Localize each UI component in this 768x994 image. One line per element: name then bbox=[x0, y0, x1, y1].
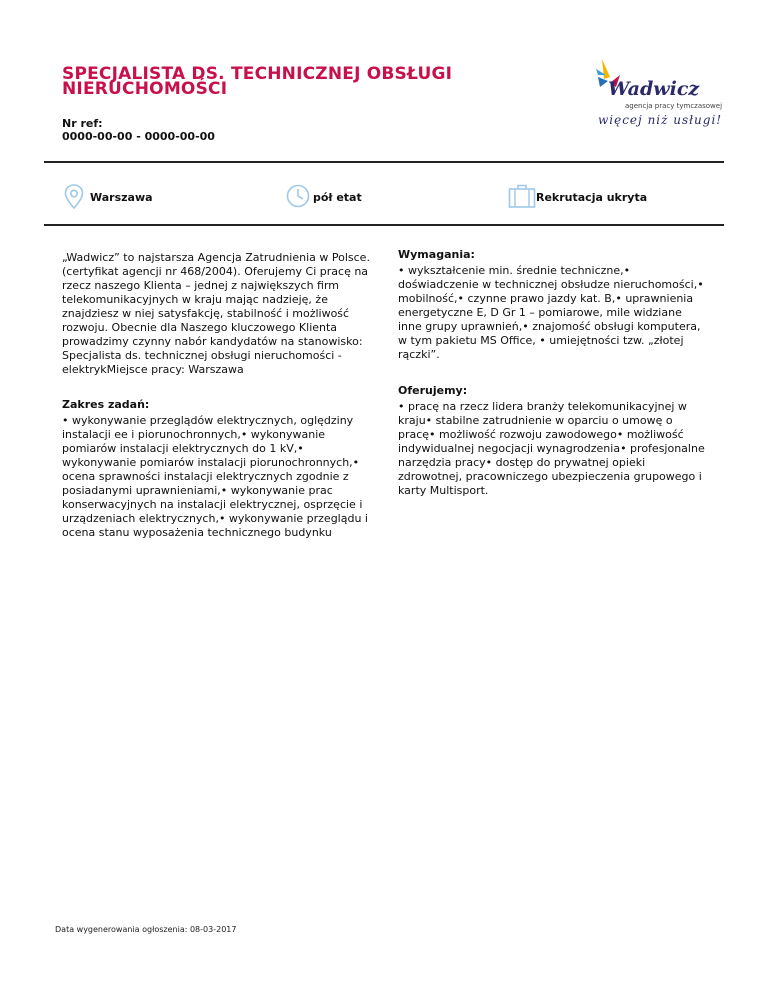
logo-slogan: więcej niż usługi! bbox=[598, 113, 723, 127]
footer-date: Data wygenerowania ogłoszenia: 08-03-2017 bbox=[55, 925, 237, 934]
offer-heading: Oferujemy: bbox=[398, 384, 468, 397]
employment-text: pół etat bbox=[313, 191, 362, 204]
right-column bbox=[398, 248, 708, 498]
duties-text: • wykonywanie przeglądów elektrycznych, oględziny instalacji ee i piorunochronnych,• wykonywanie pomiarów instalacji elektrycznych do 1 kV,• wykonywanie pomiarów instalacji piorunochronnych,• ocena sprawności instalacji elektrycznych zgodnie z posiadanymi uprawnieniami,• wykonywanie prac konserwacyjnych na instalacji elektrycznej, osprzęcie i urządzeniach elektrycznych,• wykonywanie przeglądu i ocena stanu wyposażenia technicznego budynku bbox=[62, 414, 368, 539]
bottom-divider bbox=[44, 224, 724, 226]
intro-text: „Wadwicz” to najstarsza Agencja Zatrudnienia w Polsce. (certyfikat agencji nr 468/2004). Oferujemy Ci pracę na rzecz naszego Klienta – jednej z największych firm telekomunikacyjnych w kraju mając nadzieję, że znajdziesz w niej satysfakcję, stabilność i możliwość rozwoju. Obecnie dla Naszego kluczowego Klienta prowadzimy czynny nabór kandydatów na stanowisko: Specjalista ds. technicznej obsługi nieruchomości - elektrykMiejsce pracy: Warszawa bbox=[62, 251, 370, 376]
requirements-heading: Wymagania: bbox=[398, 248, 475, 261]
clock-icon bbox=[286, 184, 310, 208]
location-text: Warszawa bbox=[90, 191, 153, 204]
offer-text: • pracę na rzecz lidera branży telekomunikacyjnej w kraju• stabilne zatrudnienie w oparciu o umowę o pracę• możliwość rozwoju zawodowego• możliwość indywidualnej negocjacji wynagrodzenia• profesjonalne narzędzia pracy• dostęp do prywatnej opieki zdrowotnej, pracowniczego ubezpieczenia grupowego i karty Multisport. bbox=[398, 400, 705, 497]
ref-label: Nr ref: bbox=[62, 117, 103, 130]
top-divider bbox=[44, 161, 724, 163]
ref-value: 0000-00-00 - 0000-00-00 bbox=[62, 130, 215, 143]
location-pin-icon bbox=[64, 184, 84, 210]
logo-name: Wadwicz bbox=[608, 78, 700, 100]
briefcase-icon bbox=[508, 184, 536, 208]
job-title: SPECJALISTA DS. TECHNICZNEJ OBSŁUGI NIERUCHOMOŚCI bbox=[62, 64, 453, 99]
logo-tagline: agencja pracy tymczasowej bbox=[625, 102, 723, 110]
left-column bbox=[62, 251, 372, 540]
duties-heading: Zakres zadań: bbox=[62, 398, 150, 411]
requirements-text: • wykształcenie min. średnie techniczne,• doświadczenie w technicznej obsłudze nieruchomości,• mobilność,• czynne prawo jazdy kat. B,• uprawnienia energetyczne E, D Gr 1 – pomiarowe, mile widziane inne grupy uprawnień,• znajomość obsługi komputera, w tym pakietu MS Office, • umiejętności tzw. „złotej rączki”. bbox=[398, 264, 704, 361]
recruitment-text: Rekrutacja ukryta bbox=[536, 191, 648, 204]
